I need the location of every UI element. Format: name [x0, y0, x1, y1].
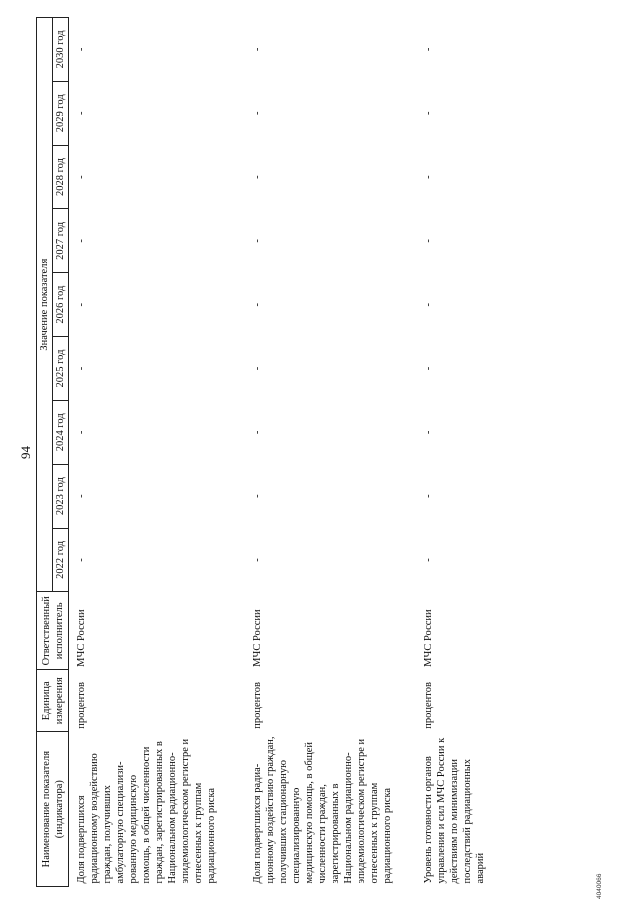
header-year: 2026 год	[53, 273, 69, 337]
header-unit: Единица измерения	[37, 670, 69, 732]
indicator-unit: процентов	[76, 682, 87, 729]
header-year: 2024 год	[53, 400, 69, 464]
indicator-value: -	[252, 494, 263, 498]
indicator-value: -	[76, 366, 87, 371]
indicator-value: -	[423, 239, 434, 243]
indicator-value: -	[252, 239, 263, 243]
indicator-value: -	[423, 366, 434, 371]
header-responsible: Ответственный исполнитель	[37, 592, 69, 670]
indicator-value: -	[423, 302, 434, 307]
document-code: 4040066	[596, 873, 603, 899]
indicator-name: Уровень готовности органов управления и сил МЧС России к действиям по минимизации последствий радиационных аварий	[423, 737, 486, 884]
indicator-value: -	[252, 111, 263, 115]
indicator-value: -	[76, 302, 87, 307]
indicator-value: -	[423, 111, 434, 115]
indicator-value: -	[76, 494, 87, 498]
indicator-responsible: МЧС России	[252, 609, 263, 667]
indicator-value: -	[252, 558, 263, 562]
indicator-value: -	[423, 175, 434, 179]
indicator-value: -	[76, 47, 87, 52]
indicator-value: -	[252, 175, 263, 179]
indicator-value: -	[423, 47, 434, 52]
indicator-value: -	[423, 430, 434, 435]
indicator-unit: процентов	[423, 682, 434, 729]
indicator-value: -	[76, 239, 87, 243]
indicator-value: -	[252, 430, 263, 435]
table-row	[416, 18, 504, 887]
indicators-table	[36, 17, 504, 887]
indicator-value: -	[76, 558, 87, 562]
header-values-group: Значение показателя	[37, 18, 53, 592]
indicator-unit: процентов	[252, 682, 263, 729]
header-year: 2028 год	[53, 145, 69, 209]
indicator-value: -	[76, 111, 87, 115]
indicator-value: -	[252, 302, 263, 307]
indicator-value: -	[252, 47, 263, 52]
indicator-value: -	[252, 366, 263, 371]
table-row	[245, 18, 416, 887]
header-year: 2030 год	[53, 18, 69, 82]
indicator-value: -	[76, 430, 87, 435]
header-year: 2029 год	[53, 81, 69, 145]
page-number: 94	[18, 446, 33, 459]
table-row	[69, 18, 246, 887]
indicator-name: Доля подвергшихся радиационному воздействию граждан, получивших амбулаторную специализи-рованную медицинскую помощь, в общей численности граждан, зарегистрированных в Национальном радиационно-эпидемиологическом регистре и отнесенных к группам радиационного риска	[76, 738, 217, 884]
header-name: Наименование показателя (индикатора)	[37, 732, 69, 887]
indicator-name: Доля подвергшихся радиа-ционному воздействию граждан, получивших стационарную специализированную медицинскую помощь, в общей численности граждан, зарегистрированных в Национальном радиационно-эпидемиологическом регистре и отнесенных к группам радиационного риска	[252, 736, 393, 884]
indicator-value: -	[423, 558, 434, 562]
indicator-value: -	[76, 175, 87, 179]
indicator-responsible: МЧС России	[423, 609, 434, 667]
indicator-value: -	[423, 494, 434, 498]
header-year: 2023 год	[53, 464, 69, 528]
header-year: 2025 год	[53, 337, 69, 401]
header-year: 2022 год	[53, 528, 69, 592]
indicator-responsible: МЧС России	[76, 609, 87, 667]
header-year: 2027 год	[53, 209, 69, 273]
